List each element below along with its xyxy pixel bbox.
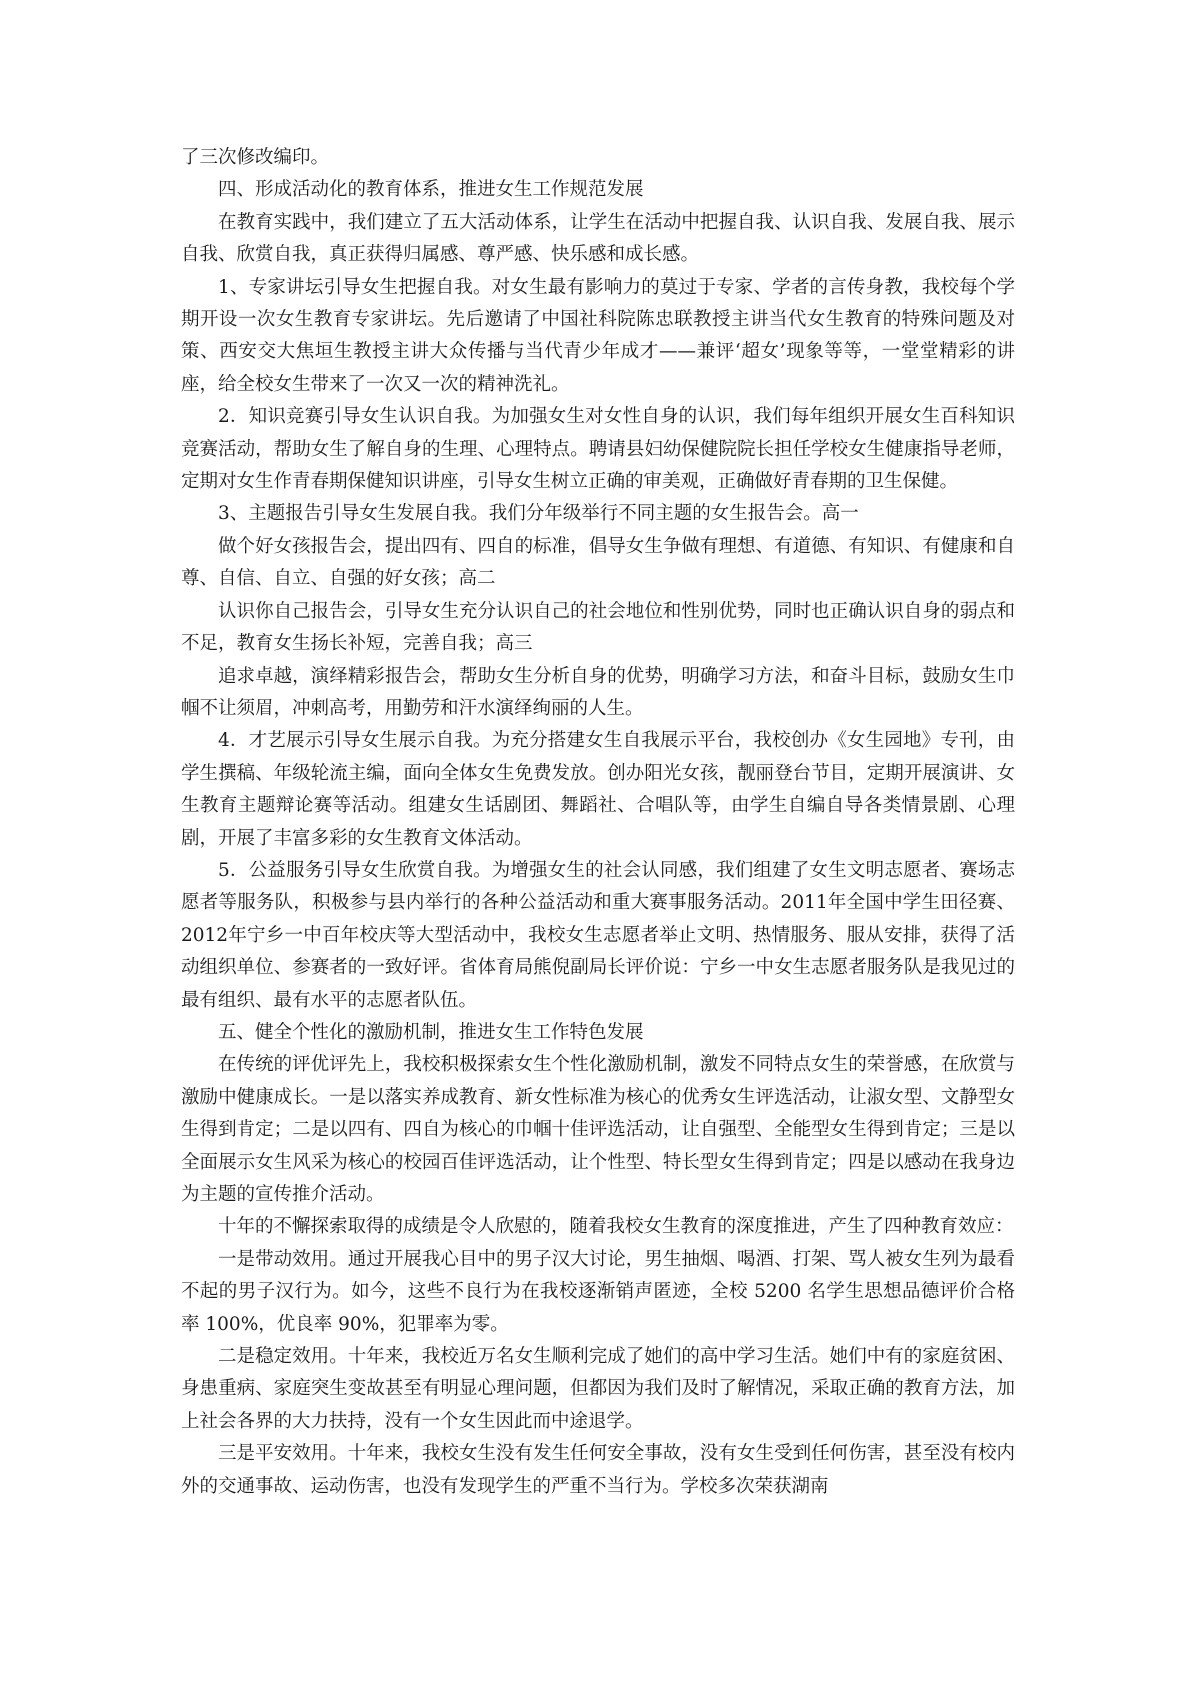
paragraph: 做个好女孩报告会，提出四有、四自的标准，倡导女生争做有理想、有道德、有知识、有健康和自尊、自信、自立、自强的好女孩；高二 (181, 535, 1015, 590)
paragraph: 三是平安效用。十年来，我校女生没有发生任何安全事故，没有女生受到任何伤害，甚至没有校内外的交通事故、运动伤害，也没有发现学生的严重不当行为。学校多次荣获湖南 (181, 1443, 1015, 1497)
paragraph: 在传统的评优评先上，我校积极探索女生个性化激励机制，激发不同特点女生的荣誉感，在欣赏与激励中健康成长。一是以落实养成教育、新女性标准为核心的优秀女生评选活动，让淑女型、文静型女生得到肯定；二是以四有、四自为核心的巾帼十佳评选活动，让自强型、全能型女生得到肯定；三是以全面展示女生风采为核心的校园百佳评选活动，让个性型、特长型女生得到肯定；四是以感动在我身边为主题的宣传推介活动。 (181, 1054, 1015, 1205)
paragraph: 十年的不懈探索取得的成绩是令人欣慰的，随着我校女生教育的深度推进，产生了四种教育效应： (218, 1216, 1014, 1238)
paragraph: 了三次修改编印。 (181, 147, 330, 168)
paragraph: 4．才艺展示引导女生展示自我。为充分搭建女生自我展示平台，我校创办《女生园地》专刊，由学生撰稿、年级轮流主编，面向全体女生免费发放。创办阳光女孩，靓丽登台节目，定期开展演讲、女生教育主题辩论赛等活动。组建女生话剧团、舞蹈社、合唱队等，由学生自编自导各类情景剧、心理剧，开展了丰富多彩的女生教育文体活动。 (181, 730, 1015, 849)
paragraph: 5．公益服务引导女生欣赏自我。为增强女生的社会认同感，我们组建了女生文明志愿者、赛场志愿者等服务队，积极参与县内举行的各种公益活动和重大赛事服务活动。2011年全国中学生田径赛、2012年宁乡一中百年校庆等大型活动中，我校女生志愿者举止文明、热情服务、服从安排，获得了活动组织单位、参赛者的一致好评。省体育局熊倪副局长评价说：宁乡一中女生志愿者服务队是我见过的最有组织、最有水平的志愿者队伍。 (181, 859, 1015, 1011)
paragraph: 2．知识竞赛引导女生认识自我。为加强女生对女性自身的认识，我们每年组织开展女生百科知识竞赛活动，帮助女生了解自身的生理、心理特点。聘请县妇幼保健院院长担任学校女生健康指导老师，定期对女生作青春期保健知识讲座，引导女生树立正确的审美观，正确做好青春期的卫生保健。 (181, 406, 1015, 493)
paragraph: 1、专家讲坛引导女生把握自我。对女生最有影响力的莫过于专家、学者的言传身教，我校每个学期开设一次女生教育专家讲坛。先后邀请了中国社科院陈忠联教授主讲当代女生教育的特殊问题及对策、西安交大焦垣生教授主讲大众传播与当代青少年成才——兼评‘超女’现象等等，一堂堂精彩的讲座，给全校女生带来了一次又一次的精神洗礼。 (181, 276, 1015, 395)
section-heading: 四、形成活动化的教育体系，推进女生工作规范发展 (218, 179, 644, 201)
section-heading: 五、健全个性化的激励机制，推进女生工作特色发展 (218, 1021, 644, 1043)
paragraph: 3、主题报告引导女生发展自我。我们分年级举行不同主题的女生报告会。高一 (218, 503, 859, 525)
document-page (181, 142, 1015, 1503)
paragraph: 追求卓越，演绎精彩报告会，帮助女生分析自身的优势，明确学习方法，和奋斗目标，鼓励女生巾帼不让须眉，冲刺高考，用勤劳和汗水演绎绚丽的人生。 (181, 665, 1015, 719)
paragraph: 认识你自己报告会，引导女生充分认识自己的社会地位和性别优势，同时也正确认识自身的弱点和不足，教育女生扬长补短，完善自我；高三 (181, 600, 1015, 655)
paragraph: 在教育实践中，我们建立了五大活动体系，让学生在活动中把握自我、认识自我、发展自我、展示自我、欣赏自我，真正获得归属感、尊严感、快乐感和成长感。 (181, 211, 1015, 266)
paragraph: 二是稳定效用。十年来，我校近万名女生顺利完成了她们的高中学习生活。她们中有的家庭贫困、身患重病、家庭突生变故甚至有明显心理问题，但都因为我们及时了解情况，采取正确的教育方法，加上社会各界的大力扶持，没有一个女生因此而中途退学。 (181, 1346, 1015, 1432)
paragraph: 一是带动效用。通过开展我心目中的男子汉大讨论，男生抽烟、喝酒、打架、骂人被女生列为最看不起的男子汉行为。如今，这些不良行为在我校逐渐销声匿迹，全校 5200 名学生思想品德评价合格率 100%，优良率 90%，犯罪率为零。 (181, 1248, 1015, 1335)
